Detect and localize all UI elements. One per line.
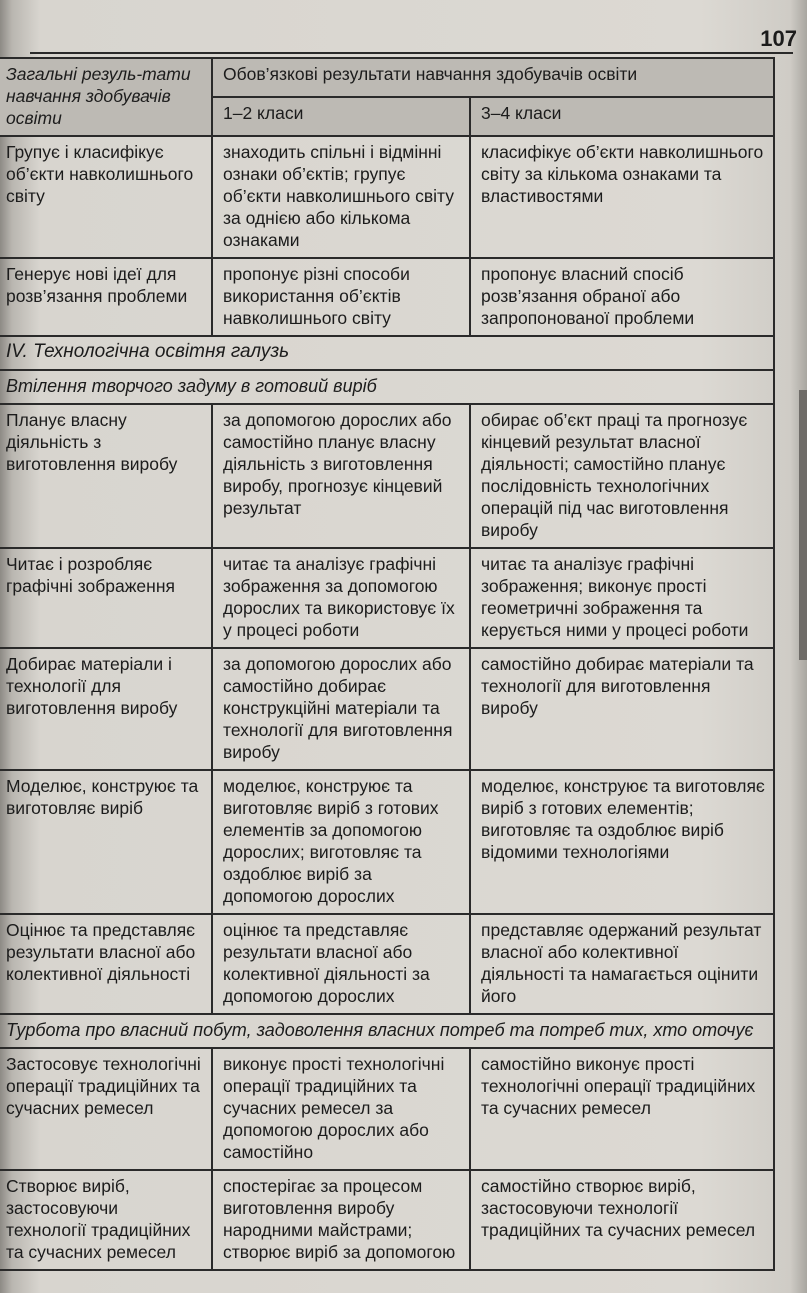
header-grades-1-2: 1–2 класи — [212, 97, 470, 136]
general-result-cell: Генерує нові ідеї для розв’язання проблеми — [0, 258, 212, 336]
table-row — [0, 258, 774, 336]
page-number: 107 — [760, 26, 797, 51]
grade12-cell: читає та аналізує графічні зображення за допомогою дорослих та використовує їх у процесі роботи — [212, 548, 470, 648]
grade34-cell: самостійно добирає матеріали та технології для виготовлення виробу — [470, 648, 774, 770]
grade12-cell: знаходить спільні і відмінні ознаки об’єктів; групує об’єкти навколишнього світу за однією або кількома ознаками — [212, 136, 470, 258]
grade34-cell: обирає об’єкт праці та прогнозує кінцевий результат власної діяльності; самостійно планує послідовність технологічних операцій під час виготовлення виробу — [470, 404, 774, 548]
grade34-cell: пропонує власний спосіб розв’язання обраної або запропонованої проблеми — [470, 258, 774, 336]
page-edge-strip — [799, 390, 807, 660]
grade12-cell: за допомогою дорослих або самостійно планує власну діяльність з виготовлення виробу, прогнозує кінцевий результат — [212, 404, 470, 548]
general-result-cell: Оцінює та представляє результати власної або колективної діяльності — [0, 914, 212, 1014]
header-general-results: Загальні резуль-тати навчання здобувачів освіти — [0, 58, 212, 136]
general-result-cell: Моделює, конструює та виготовляє виріб — [0, 770, 212, 914]
grade34-cell: самостійно створює виріб, застосовуючи технології традиційних та сучасних ремесел — [470, 1170, 774, 1270]
grade34-cell: представляє одержаний результат власної або колективної діяльності та намагається оцінити його — [470, 914, 774, 1014]
table-row — [0, 1048, 774, 1170]
subsection-title: Турбота про власний побут, задоволення власних потреб та потреб тих, хто оточує — [0, 1014, 774, 1048]
header-grades-3-4: 3–4 класи — [470, 97, 774, 136]
subsection-title: Втілення творчого задуму в готовий виріб — [0, 370, 774, 404]
table-row — [0, 404, 774, 548]
grade34-cell: читає та аналізує графічні зображення; виконує прості геометричні зображення та керується ними у процесі роботи — [470, 548, 774, 648]
grade12-cell: спостерігає за процесом виготовлення виробу народними майстрами; створює виріб за допомогою — [212, 1170, 470, 1270]
grade12-cell: моделює, конструює та виготовляє виріб з готових елементів за допомогою дорослих; виготовляє та оздоблює виріб за допомогою дорослих — [212, 770, 470, 914]
grade12-cell: пропонує різні способи використання об’єктів навколишнього світу — [212, 258, 470, 336]
table-row — [0, 548, 774, 648]
general-result-cell: Добирає матеріали і технології для виготовлення виробу — [0, 648, 212, 770]
general-result-cell: Застосовує технологічні операції традиційних та сучасних ремесел — [0, 1048, 212, 1170]
grade34-cell: моделює, конструює та виготовляє виріб з готових елементів; виготовляє та оздоблює виріб відомими технологіями — [470, 770, 774, 914]
general-result-cell: Створює виріб, застосовуючи технології традиційних та сучасних ремесел — [0, 1170, 212, 1270]
table-row — [0, 1170, 774, 1270]
header-rule — [30, 52, 793, 54]
general-result-cell: Планує власну діяльність з виготовлення виробу — [0, 404, 212, 548]
table-row — [0, 136, 774, 258]
grade34-cell: класифікує об’єкти навколишнього світу за кількома ознаками та властивостями — [470, 136, 774, 258]
table-row — [0, 648, 774, 770]
grade34-cell: самостійно виконує прості технологічні операції традиційних та сучасних ремесел — [470, 1048, 774, 1170]
section-title: IV. Технологічна освітня галузь — [0, 336, 774, 370]
table-row — [0, 914, 774, 1014]
general-result-cell: Групує і класифікує об’єкти навколишнього світу — [0, 136, 212, 258]
header-mandatory-results: Обов’язкові результати навчання здобувачів освіти — [212, 58, 774, 97]
grade12-cell: виконує прості технологічні операції традиційних та сучасних ремесел за допомогою дорослих або самостійно — [212, 1048, 470, 1170]
learning-outcomes-table — [0, 57, 775, 1271]
grade12-cell: за допомогою дорослих або самостійно добирає конструкційні матеріали та технології для виготовлення виробу — [212, 648, 470, 770]
table-row — [0, 770, 774, 914]
grade12-cell: оцінює та представляє результати власної або колективної діяльності за допомогою дорослих — [212, 914, 470, 1014]
general-result-cell: Читає і розробляє графічні зображення — [0, 548, 212, 648]
